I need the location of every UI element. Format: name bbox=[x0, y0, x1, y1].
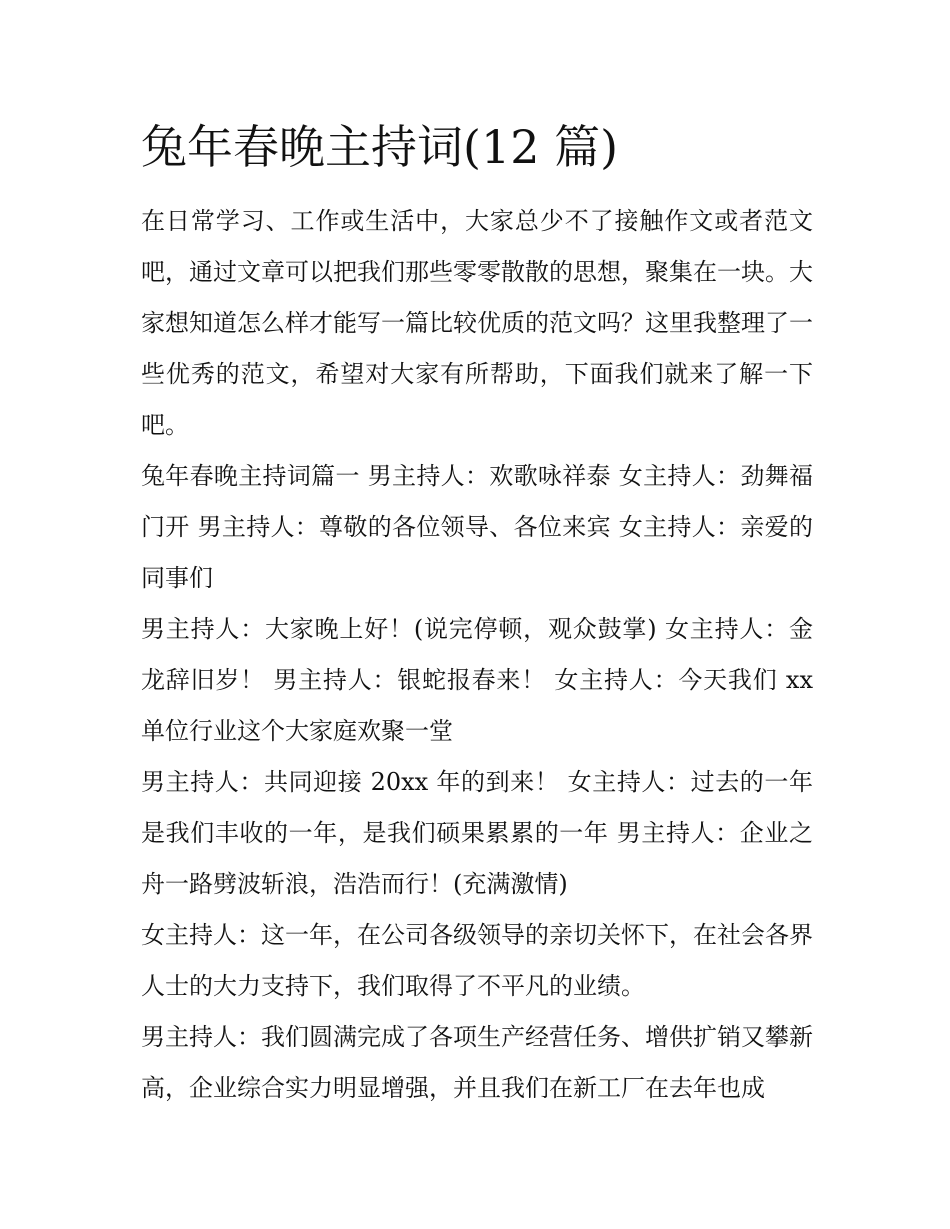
paragraph-new-year: 男主持人：共同迎接 20xx 年的到来！ 女主持人：过去的一年是我们丰收的一年，是我们硕果累累的一年 男主持人：企业之舟一路劈波斩浪，浩浩而行！(充满激情) bbox=[141, 768, 813, 898]
paragraph-greeting: 男主持人：大家晚上好！(说完停顿，观众鼓掌) 女主持人：金龙辞旧岁！ 男主持人：银蛇报春来！ 女主持人：今天我们 xx 单位行业这个大家庭欢聚一堂 bbox=[141, 615, 813, 745]
document-body bbox=[141, 196, 813, 1114]
document-title: 兔年春晚主持词(12 篇) bbox=[141, 120, 619, 174]
paragraph-opening: 兔年春晚主持词篇一 男主持人：欢歌咏祥泰 女主持人：劲舞福门开 男主持人：尊敬的各位领导、各位来宾 女主持人：亲爱的同事们 bbox=[141, 462, 813, 592]
paragraph-intro: 在日常学习、工作或生活中，大家总少不了接触作文或者范文吧，通过文章可以把我们那些零零散散的思想，聚集在一块。大家想知道怎么样才能写一篇比较优质的范文吗？这里我整理了一些优秀的范文，希望对大家有所帮助，下面我们就来了解一下吧。 bbox=[141, 207, 813, 439]
paragraph-achievements: 女主持人：这一年，在公司各级领导的亲切关怀下，在社会各界人士的大力支持下，我们取得了不平凡的业绩。 bbox=[141, 921, 813, 1000]
paragraph-tasks: 男主持人：我们圆满完成了各项生产经营任务、增供扩销又攀新高，企业综合实力明显增强，并且我们在新工厂在去年也成 bbox=[141, 1023, 813, 1102]
